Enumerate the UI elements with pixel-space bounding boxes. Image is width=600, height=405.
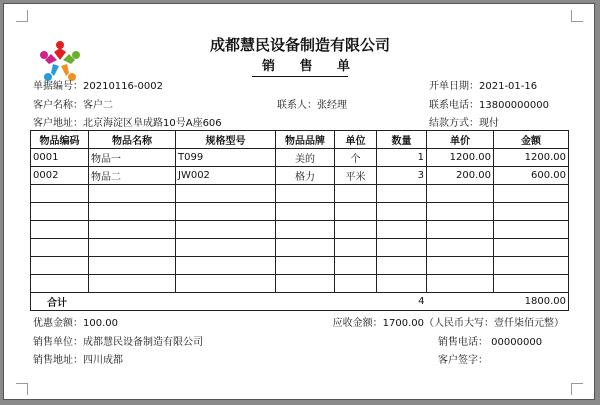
total-amount: 1800.00 [494,293,569,311]
cell-spec: T099 [176,149,276,167]
issue-date: 开单日期：2021-01-16 [429,81,538,92]
contact-person: 联系人：张经理 [277,100,347,111]
empty-row [31,221,569,239]
contact-phone: 联系电话：13800000000 [429,100,549,111]
empty-row [31,239,569,257]
total-row [31,293,569,311]
empty-row [31,257,569,275]
col-header: 数量 [377,131,427,149]
col-header: 金额 [494,131,569,149]
seller-unit: 销售单位：成都慧民设备制造有限公司 [33,337,203,348]
doc-number: 单据编号：20210116-0002 [33,81,163,92]
cell-spec: JW002 [176,167,276,185]
col-header: 规格型号 [176,131,276,149]
cell-name: 物品二 [89,167,176,185]
empty-row [31,203,569,221]
customer-name: 客户名称：客户二 [33,100,113,111]
cell-unit: 平米 [335,167,377,185]
seller-phone: 销售电话： 00000000 [438,337,543,348]
empty-row [31,275,569,293]
total-qty: 4 [377,293,427,311]
document-title: 销 售 单 [252,55,348,77]
company-name: 成都慧民设备制造有限公司 [209,36,390,54]
crop-mark [571,10,583,22]
cell-amount: 600.00 [494,167,569,185]
cell-qty: 1 [377,149,427,167]
table-row [31,149,569,167]
receivable-amount: 应收金额：1700.00（人民币大写：壹仟柒佰元整） [332,318,564,329]
table-row [31,167,569,185]
col-header: 单位 [335,131,377,149]
cell-qty: 3 [377,167,427,185]
cell-amount: 1200.00 [494,149,569,167]
crop-mark [571,383,583,395]
discount-amount: 优惠金额：100.00 [33,318,118,329]
seller-address: 销售地址：四川成都 [33,355,123,366]
customer-address: 客户地址：北京海淀区阜成路10号A座606 [33,118,222,129]
crop-mark [16,383,28,395]
cell-code: 0002 [31,167,89,185]
cell-price: 200.00 [427,167,494,185]
col-header: 单价 [427,131,494,149]
col-header: 物品品牌 [276,131,335,149]
cell-brand: 美的 [276,149,335,167]
cell-name: 物品一 [89,149,176,167]
table-header [31,131,569,149]
cell-code: 0001 [31,149,89,167]
payment-method: 结款方式：现付 [429,118,499,129]
col-header: 物品编码 [31,131,89,149]
col-header: 物品名称 [89,131,176,149]
cell-brand: 格力 [276,167,335,185]
empty-row [31,185,569,203]
crop-mark [16,10,28,22]
total-label: 合计 [31,293,89,311]
cell-unit: 个 [335,149,377,167]
items-table [30,130,569,311]
customer-signature: 客户签字： [438,355,488,366]
cell-price: 1200.00 [427,149,494,167]
